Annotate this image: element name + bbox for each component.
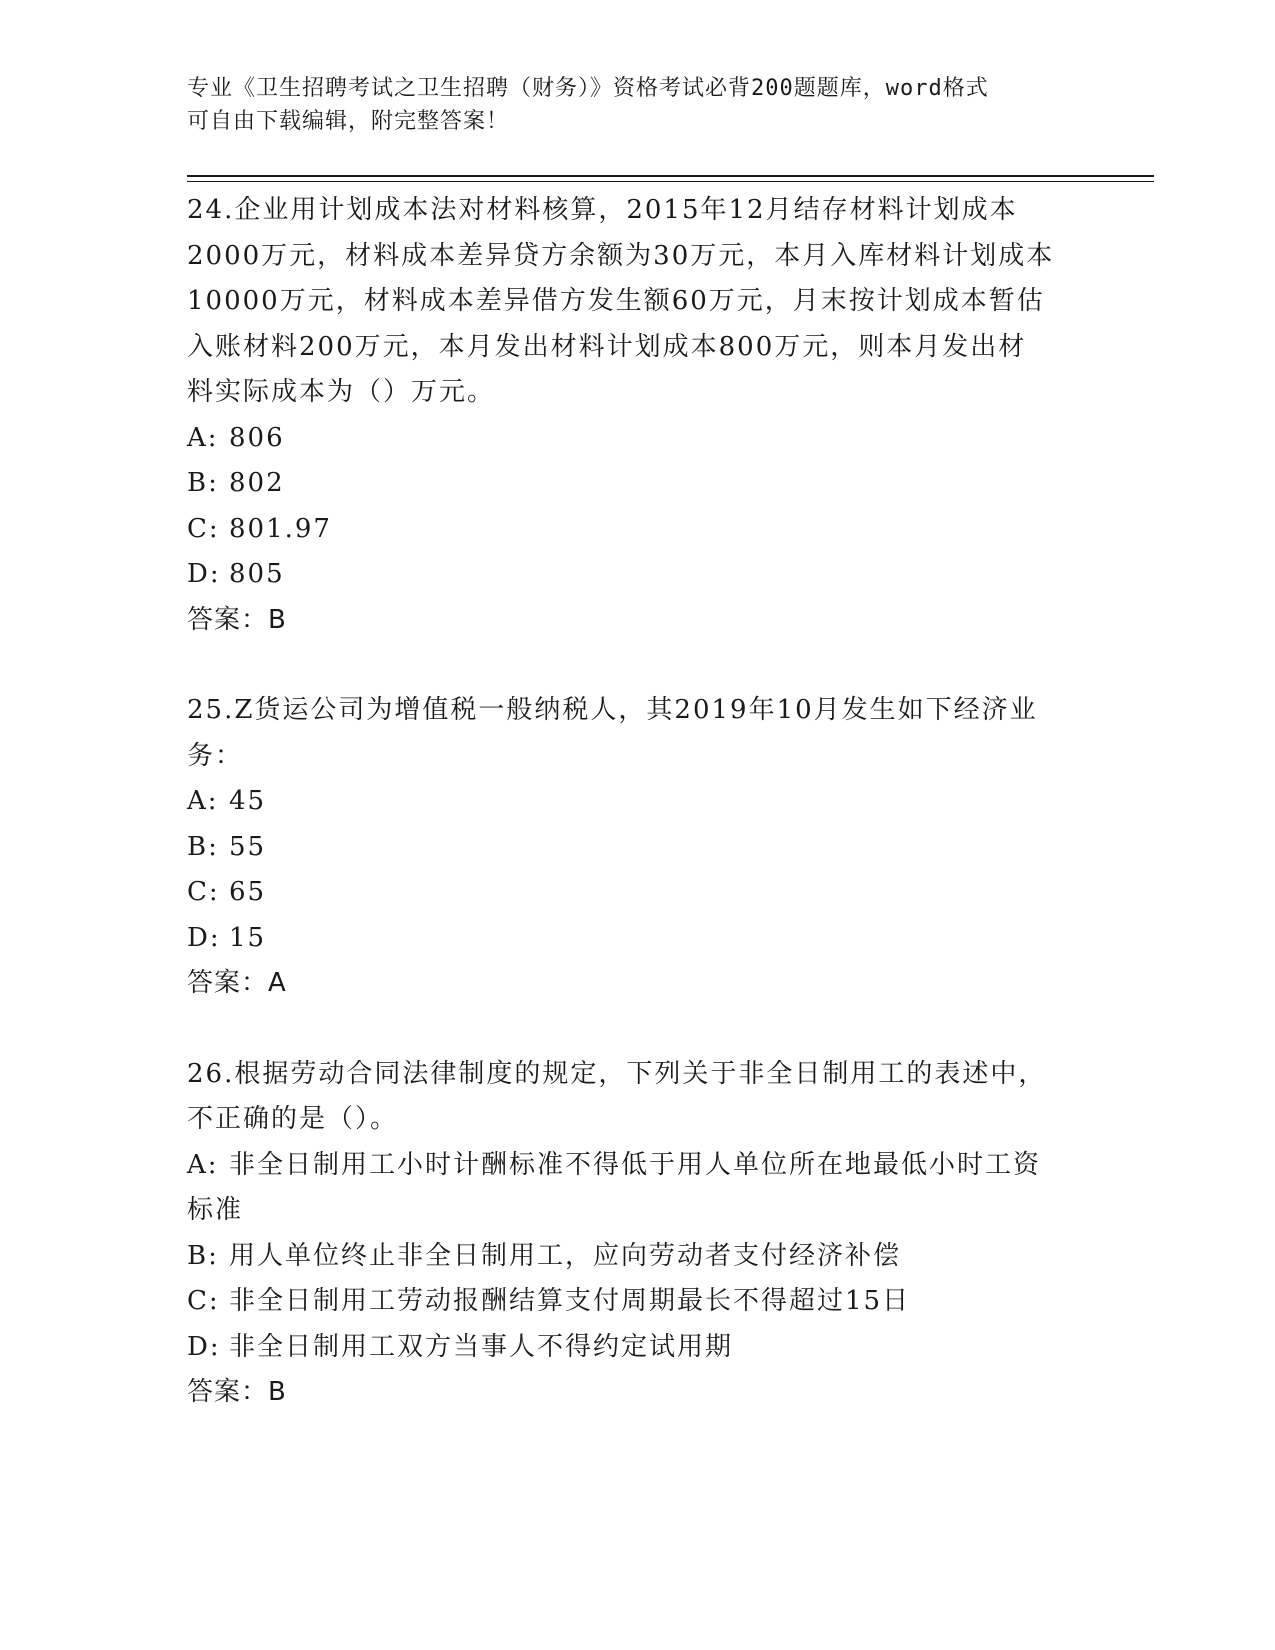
option-key: C: xyxy=(187,513,220,544)
question-stem-line: 料实际成本为（）万元。 xyxy=(187,377,496,407)
option-a xyxy=(187,1143,1087,1189)
question-stem-line: 务： xyxy=(187,740,244,771)
option-a xyxy=(187,416,1087,462)
option-text: 45 xyxy=(229,786,267,816)
question-stem-line: 26.根据劳动合同法律制度的规定，下列关于非全日制用工的表述中， xyxy=(187,1058,1047,1089)
answer-line: 答案：B xyxy=(187,1377,287,1407)
question-25 xyxy=(187,688,1087,1007)
question-stem-line: 24.企业用计划成本法对材料核算，2015年12月结存材料计划成本 xyxy=(187,195,1018,225)
option-key: D: xyxy=(187,922,221,953)
header-divider-thick xyxy=(187,175,1154,177)
question-24 xyxy=(187,188,1087,643)
document-header xyxy=(187,72,1067,138)
option-text: 65 xyxy=(229,877,267,907)
answer-line: 答案：A xyxy=(187,968,287,998)
option-text: 用人单位终止非全日制用工，应向劳动者支付经济补偿 xyxy=(229,1240,902,1271)
option-key: B: xyxy=(187,1240,219,1271)
question-list xyxy=(187,188,1087,1416)
option-key: A: xyxy=(187,786,219,816)
answer-line: 答案：B xyxy=(187,604,287,635)
option-text: 非全日制用工双方当事人不得约定试用期 xyxy=(229,1331,734,1362)
option-b xyxy=(187,1234,1087,1280)
option-text: 805 xyxy=(229,559,285,589)
option-key: D: xyxy=(187,1331,221,1362)
option-d xyxy=(187,916,1087,962)
question-stem-line: 10000万元，材料成本差异借方发生额60万元，月末按计划成本暂估 xyxy=(187,286,1045,316)
header-line-2: 可自由下载编辑，附完整答案！ xyxy=(187,109,510,134)
option-text: 15 xyxy=(229,922,267,953)
spacer xyxy=(187,643,1087,688)
option-a xyxy=(187,779,1087,825)
option-d xyxy=(187,552,1087,598)
option-text: 55 xyxy=(229,831,267,862)
option-b xyxy=(187,825,1087,871)
header-line-1: 专业《卫生招聘考试之卫生招聘（财务）》资格考试必背200题题库，word格式 xyxy=(187,76,989,101)
question-stem-line: 2000万元，材料成本差异贷方余额为30万元，本月入库材料计划成本 xyxy=(187,240,1055,271)
option-text: 806 xyxy=(229,422,285,453)
question-26 xyxy=(187,1052,1087,1416)
option-c xyxy=(187,1279,1087,1325)
option-key: B: xyxy=(187,831,219,862)
question-stem-line: 不正确的是（）。 xyxy=(187,1104,399,1134)
question-stem-line: 入账材料200万元，本月发出材料计划成本800万元，则本月发出材 xyxy=(187,331,1027,362)
option-text: 801.97 xyxy=(229,513,332,544)
option-text: 非全日制用工劳动报酬结算支付周期最长不得超过15日 xyxy=(229,1286,911,1316)
option-text: 802 xyxy=(229,468,285,498)
option-key: B: xyxy=(187,468,219,498)
option-key: D: xyxy=(187,559,221,589)
option-b xyxy=(187,461,1087,507)
option-key: C: xyxy=(187,877,220,907)
option-key: A: xyxy=(187,1149,219,1180)
option-key: C: xyxy=(187,1286,220,1316)
option-key: A: xyxy=(187,422,219,453)
option-c xyxy=(187,507,1087,553)
option-text: 非全日制用工小时计酬标准不得低于用人单位所在地最低小时工资 xyxy=(229,1149,1042,1180)
option-a-continuation: 标准 xyxy=(187,1195,244,1225)
option-d xyxy=(187,1325,1087,1371)
option-c xyxy=(187,870,1087,916)
header-divider-thin xyxy=(187,181,1154,182)
spacer xyxy=(187,1007,1087,1052)
question-stem-line: 25.Z货运公司为增值税一般纳税人，其2019年10月发生如下经济业 xyxy=(187,695,1038,725)
